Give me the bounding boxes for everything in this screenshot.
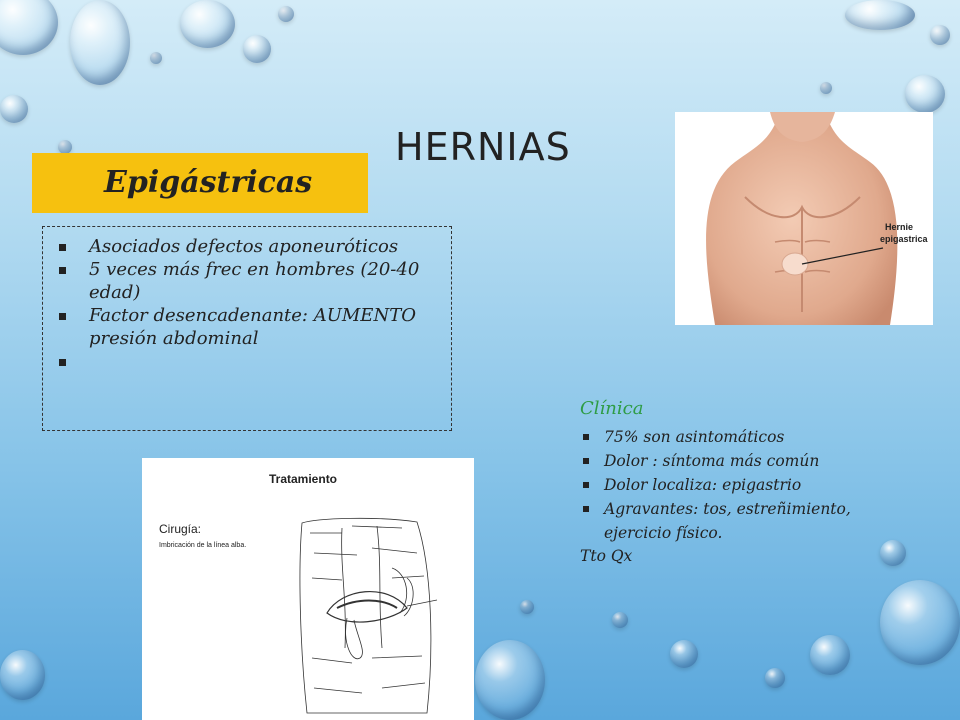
photo-label: Hernie [885, 222, 914, 232]
treatment-figure [142, 458, 474, 720]
water-drop [612, 612, 628, 628]
water-drop [845, 0, 915, 30]
water-drop [0, 95, 28, 123]
figure-caption: Imbricación de la línea alba. [159, 542, 247, 549]
water-drop [0, 650, 45, 700]
water-drop [820, 82, 832, 94]
page-title: HERNIAS [395, 125, 571, 169]
water-drop [810, 635, 850, 675]
water-drop [70, 0, 130, 85]
list-item: Dolor localiza: epigastrio [580, 473, 910, 497]
list-item: Asociados defectos aponeuróticos [57, 235, 445, 258]
water-drop [765, 668, 785, 688]
hernia-photo [675, 112, 933, 325]
torso-illustration [675, 112, 933, 325]
clinica-heading: Clínica [580, 398, 644, 419]
figure-heading: Tratamiento [269, 472, 338, 486]
water-drop [520, 600, 534, 614]
water-drop [58, 140, 72, 154]
list-item: 5 veces más frec en hombres (20-40 edad) [57, 258, 445, 304]
water-drop [930, 25, 950, 45]
water-drop [880, 580, 960, 665]
clinica-section [580, 398, 910, 565]
features-box [42, 226, 452, 431]
water-drop [905, 75, 945, 113]
water-drop [150, 52, 162, 64]
water-drop [0, 0, 58, 55]
features-list [57, 235, 445, 373]
list-item: Agravantes: tos, estreñimiento, ejercicio físico. [580, 497, 910, 545]
list-item: Dolor : síntoma más común [580, 449, 910, 473]
treatment-note: Tto Qx [580, 547, 633, 565]
list-item: Factor desencadenante: AUMENTO presión abdominal [57, 304, 445, 350]
section-tag-label: Epigástricas [104, 165, 313, 200]
section-tag [32, 153, 368, 213]
svg-text:epigastrica: epigastrica [880, 234, 928, 244]
water-drop [475, 640, 545, 720]
clinica-list [580, 425, 910, 545]
list-item: 75% son asintomáticos [580, 425, 910, 449]
water-drop [180, 0, 235, 48]
water-drop [670, 640, 698, 668]
water-drop [278, 6, 294, 22]
list-item [57, 350, 445, 373]
figure-subheading: Cirugía: [159, 522, 202, 536]
water-drop [243, 35, 271, 63]
surgery-drawing [142, 458, 474, 720]
